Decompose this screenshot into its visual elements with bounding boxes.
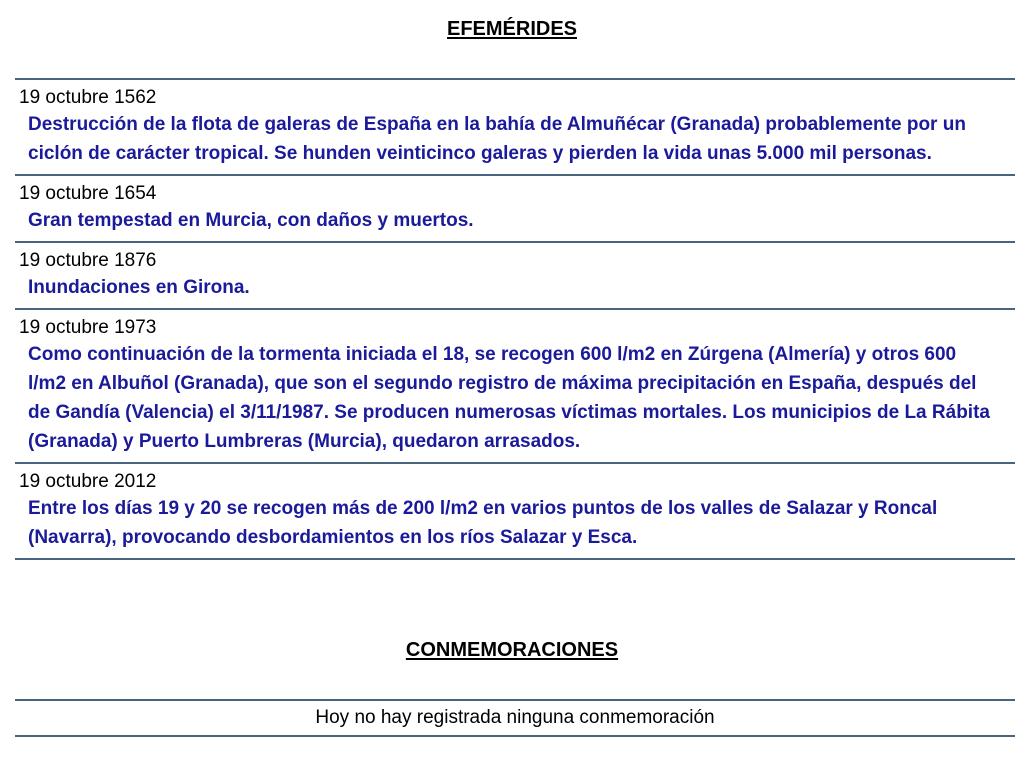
no-conmemoraciones-message: Hoy no hay registrada ninguna conmemoración: [315, 707, 715, 728]
efemeride-entry: [15, 80, 1015, 176]
entry-description: Como continuación de la tormenta iniciada el 18, se recogen 600 l/m2 en Zúrgena (Almería) y otros 600 l/m2 en Albuñol (Granada), que son el segundo registro de máxima precipitación en España, después del de Gandía (Valencia) el 3/11/1987. Se producen numerosas víctimas mortales. Los municipios de La Rábita (Granada) y Puerto Lumbreras (Murcia), quedaron arrasados.: [28, 344, 990, 452]
entry-description: Inundaciones en Girona.: [28, 277, 250, 298]
entry-description: Entre los días 19 y 20 se recogen más de 200 l/m2 en varios puntos de los valles de Salazar y Roncal (Navarra), provocando desbordamientos en los ríos Salazar y Esca.: [28, 498, 938, 548]
efemeride-entry: [15, 310, 1015, 464]
entry-date: 19 octubre 1973: [19, 317, 157, 338]
efemeride-entry: [15, 176, 1015, 243]
entry-date: 19 octubre 1654: [19, 183, 157, 204]
entry-date: 19 octubre 1876: [19, 250, 157, 271]
entry-date: 19 octubre 1562: [19, 87, 157, 108]
entry-date: 19 octubre 2012: [19, 471, 157, 492]
efemeride-entry: [15, 243, 1015, 310]
conmemoraciones-title: CONMEMORACIONES: [405, 639, 619, 661]
entry-description: Gran tempestad en Murcia, con daños y muertos.: [28, 210, 474, 231]
entry-description: Destrucción de la flota de galeras de España en la bahía de Almuñécar (Granada) probablemente por un ciclón de carácter tropical. Se hunden veinticinco galeras y pierden la vida unas 5.000 mil personas.: [28, 114, 966, 164]
efemerides-table: [15, 78, 1015, 560]
efemeride-entry: [15, 464, 1015, 560]
conmemoraciones-table: [15, 699, 1015, 737]
efemerides-title: EFEMÉRIDES: [446, 18, 578, 40]
